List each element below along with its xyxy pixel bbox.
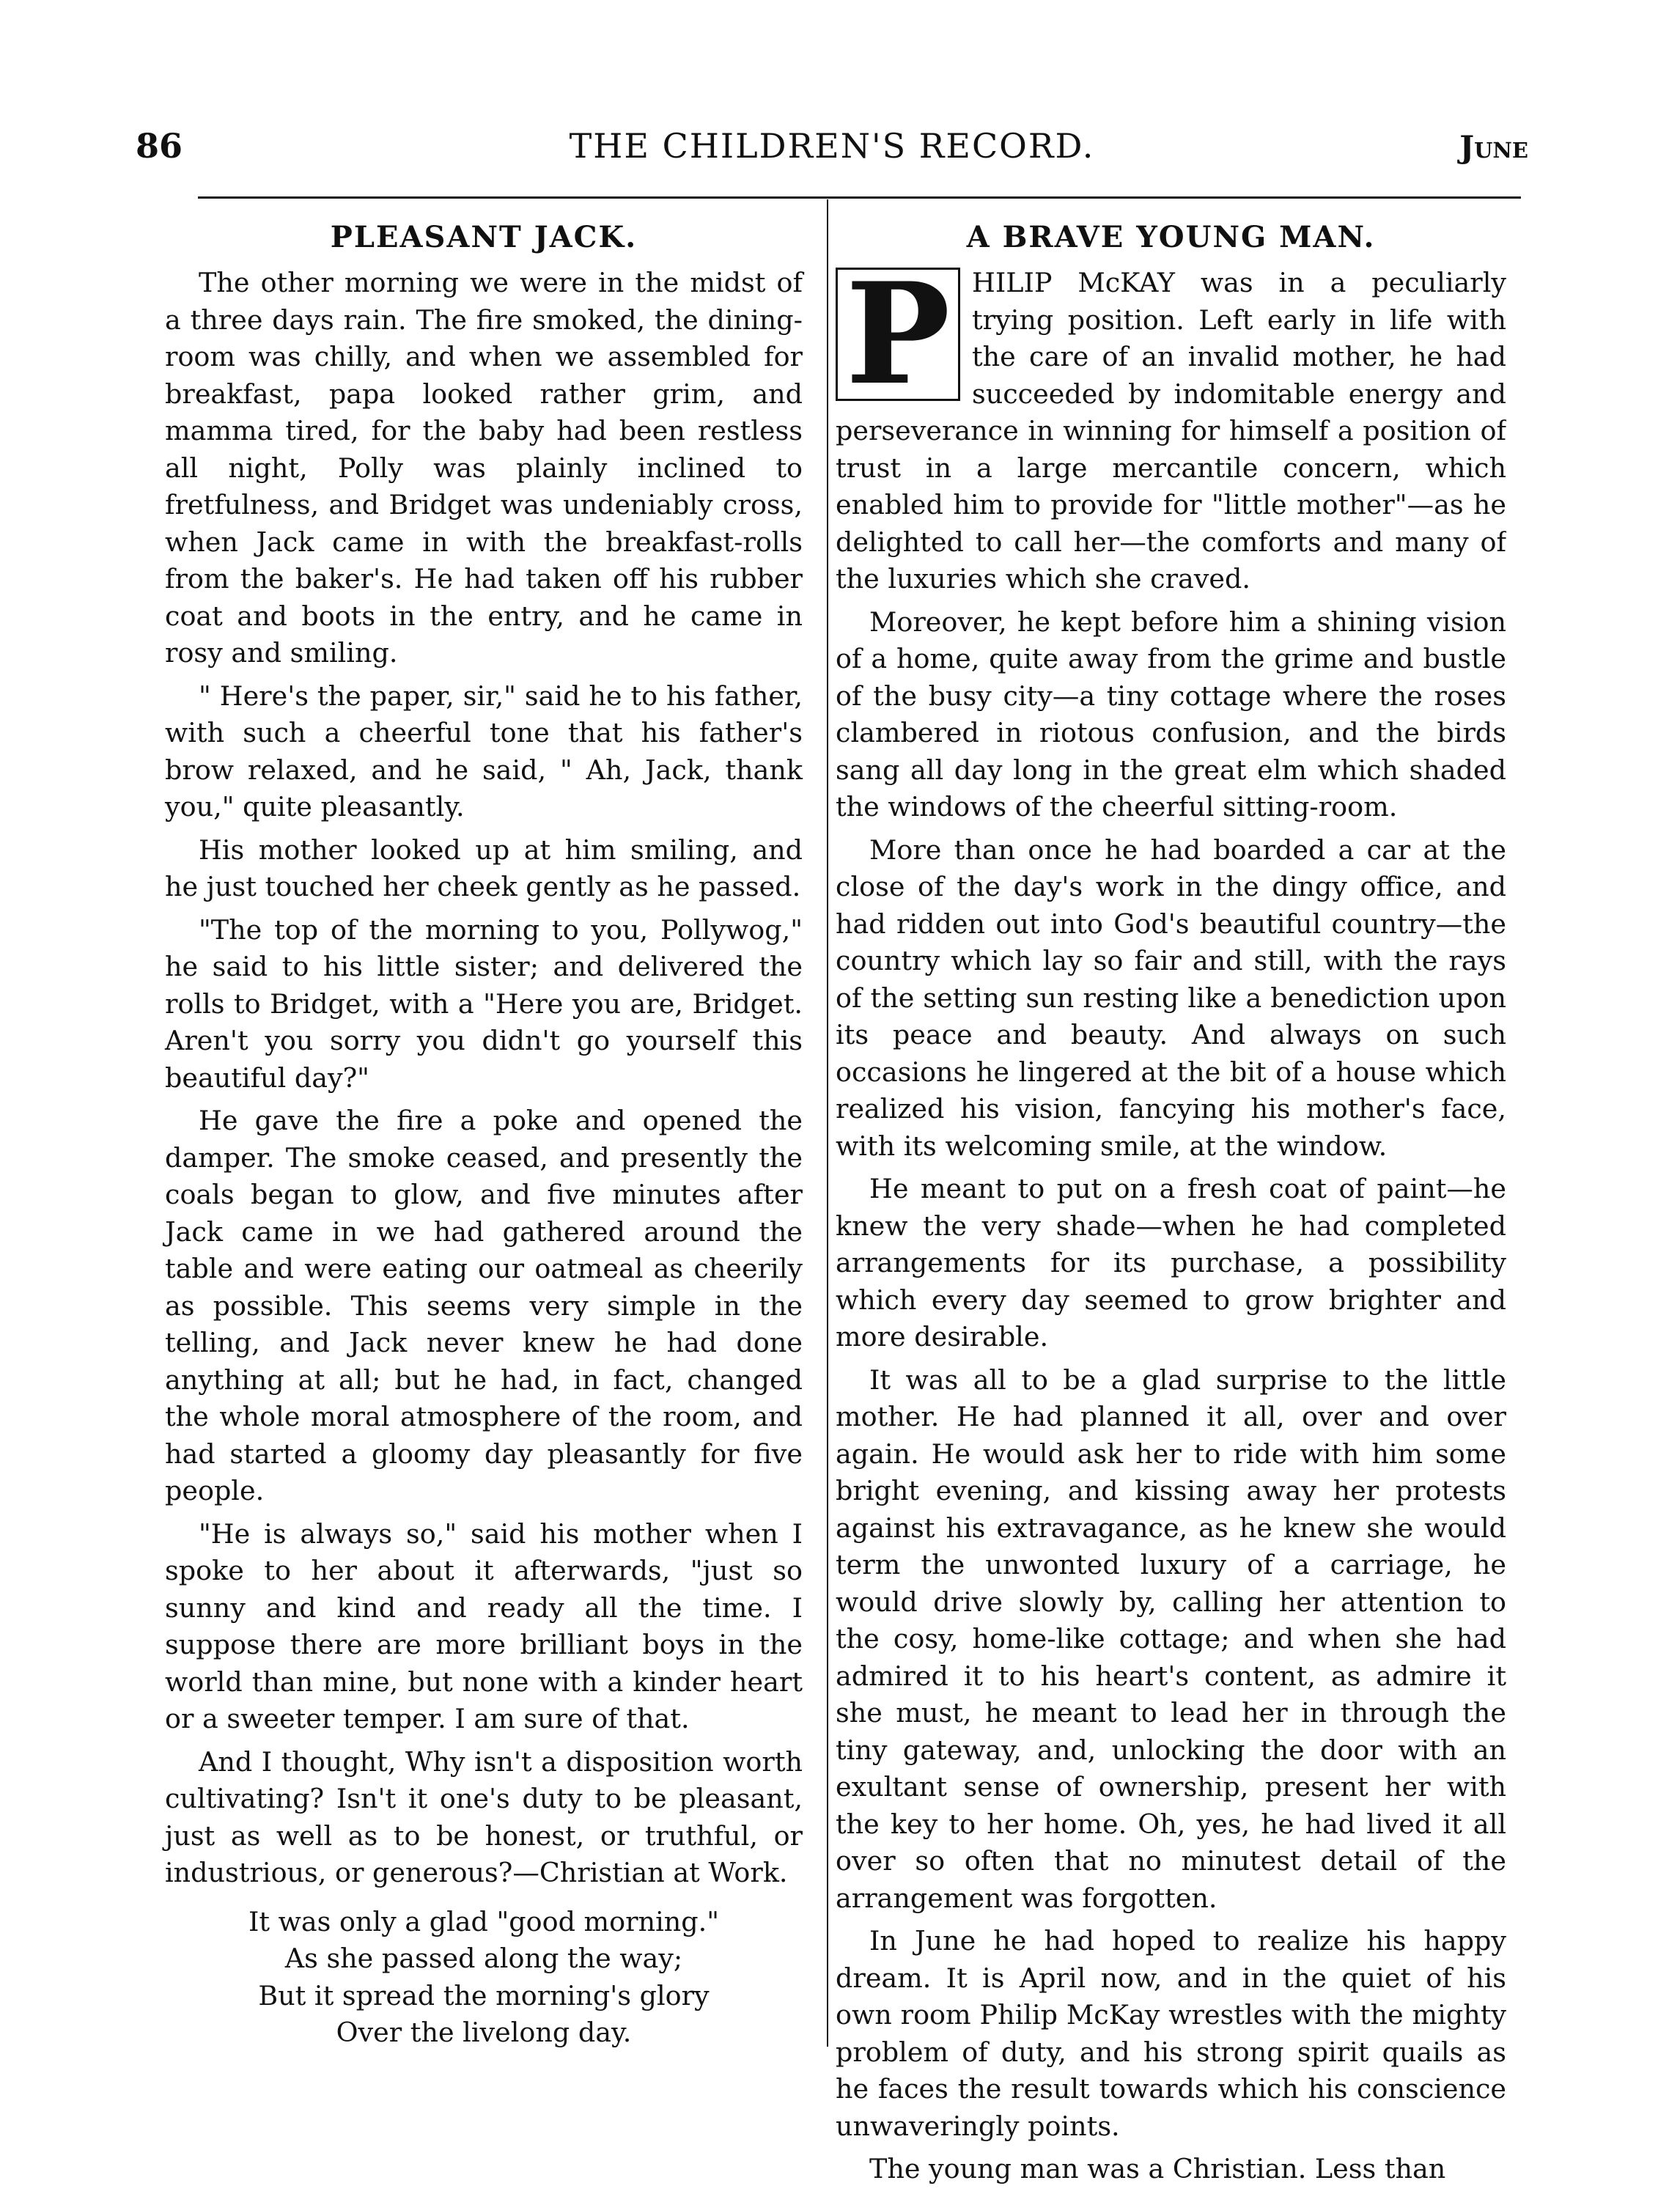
paragraph: Moreover, he kept before him a shining vision of a home, quite away from the grime and bustle of the busy city—a tiny cottage where the roses clambered in riotous confusion, and the birds sang all day long in the great elm which shaded the windows of the cheerful sitting-room. [836, 605, 1506, 822]
header-rule [198, 196, 1521, 199]
drop-cap: P [836, 268, 960, 401]
paragraph: "The top of the morning to you, Pollywog," he said to his little sister; and delivered the rolls to Bridget, with a "Here you are, Bridget. Aren't you sorry you didn't go yourself this beautiful day?" [165, 913, 803, 1094]
paragraph: In June he had hoped to realize his happy dream. It is April now, and in the quiet of his own room Philip McKay wrestles with the mighty problem of duty, and his strong spirit quails as he faces the result towards which his conscience unwaveringly points. [836, 1925, 1506, 2142]
column-divider [827, 199, 828, 2047]
page-number: 86 [136, 126, 183, 166]
paragraph: The other morning we were in the midst of a three days rain. The fire smoked, the dining-room was chilly, and when we assembled for breakfast, papa looked rather grim, and mamma tired, for the baby had been restless all night, Polly was plainly inclined to fretfulness, and Bridget was undeniably cross, when Jack came in with the breakfast-rolls from the baker's. He had taken off his rubber coat and boots in the entry, and he came in rosy and smiling. [165, 267, 803, 669]
running-title: THE CHILDREN'S RECORD. [569, 126, 1095, 166]
lead-paragraph-block [836, 265, 1506, 604]
paragraph: The young man was a Christian. Less than [869, 2153, 1446, 2184]
paragraph: It was all to be a glad surprise to the little mother. He had planned it all, over and over again. He would ask her to ride with him some bright evening, and kissing away her protests against his extravagance, as he knew she would term the unwonted luxury of a carriage, he would drive slowly by, calling her attention to the cosy, home-like cottage; and when she had admired it to his heart's content, as admire it she must, he meant to lead her in through the tiny gateway, and, unlocking the door with an exultant sense of ownership, present her with the key to her home. Oh, yes, he had lived it all over so often that no minutest detail of the arrangement was forgotten. [836, 1363, 1506, 1914]
right-column [836, 220, 1506, 2194]
article-title-brave-young-man: A BRAVE YOUNG MAN. [966, 220, 1376, 254]
paragraph: He gave the fire a poke and opened the damper. The smoke ceased, and presently the coals began to glow, and five minutes after Jack came in we had gathered around the table and were eating our oatmeal as cheerily as possible. This seems very simple in the telling, and Jack never knew he had done anything at all; but he had, in fact, changed the whole moral atmosphere of the room, and had started a gloomy day pleasantly for five people. [165, 1105, 803, 1506]
poem-line: It was only a glad "good morning." [248, 1905, 720, 1937]
paragraph: " Here's the paper, sir," said he to his father, with such a cheerful tone that his father's brow relaxed, and he said, " Ah, Jack, thank you," quite pleasantly. [165, 680, 803, 822]
poem-line: As she passed along the way; [284, 1943, 683, 1974]
poem [165, 1904, 803, 2052]
page-header [136, 126, 1528, 170]
paragraph: HILIP McKAY was in a peculiarly trying position. Left early in life with the care of an invalid mother, he had succeeded by indomitable energy and perseverance in winning for himself a position of trust in a large mercantile concern, which enabled him to provide for "little mother"—as he delighted to call her—the comforts and many of the luxuries which she craved. [836, 267, 1506, 594]
paragraph: His mother looked up at him smiling, and he just touched her cheek gently as he passed. [165, 833, 803, 902]
paragraph: More than once he had boarded a car at the close of the day's work in the dingy office, and had ridden out into God's beautiful country—the country which lay so fair and still, with the rays of the setting sun resting like a benediction upon its peace and beauty. And always on such occasions he lingered at the bit of a house which realized his vision, fancying his mother's face, with its welcoming smile, at the window. [836, 833, 1506, 1162]
poem-line: Over the livelong day. [336, 2017, 632, 2048]
paragraph: And I thought, Why isn't a disposition worth cultivating? Isn't it one's duty to be pleasant, just as well as to be honest, or truthful, or industrious, or generous?—Christian at Work. [165, 1745, 803, 1888]
paragraph: "He is always so," said his mother when I spoke to her about it afterwards, "just so sunny and kind and ready all the time. I suppose there are more brilliant boys in the world than mine, but none with a kinder heart or a sweeter temper. I am sure of that. [165, 1517, 803, 1734]
month-label: June [1459, 129, 1528, 165]
left-column [165, 220, 803, 2052]
article-title-pleasant-jack: PLEASANT JACK. [330, 220, 638, 254]
paragraph: He meant to put on a fresh coat of paint—he knew the very shade—when he had completed arrangements for its purchase, a possibility which every day seemed to grow brighter and more desirable. [836, 1173, 1506, 1352]
poem-line: But it spread the morning's glory [258, 1979, 710, 2011]
